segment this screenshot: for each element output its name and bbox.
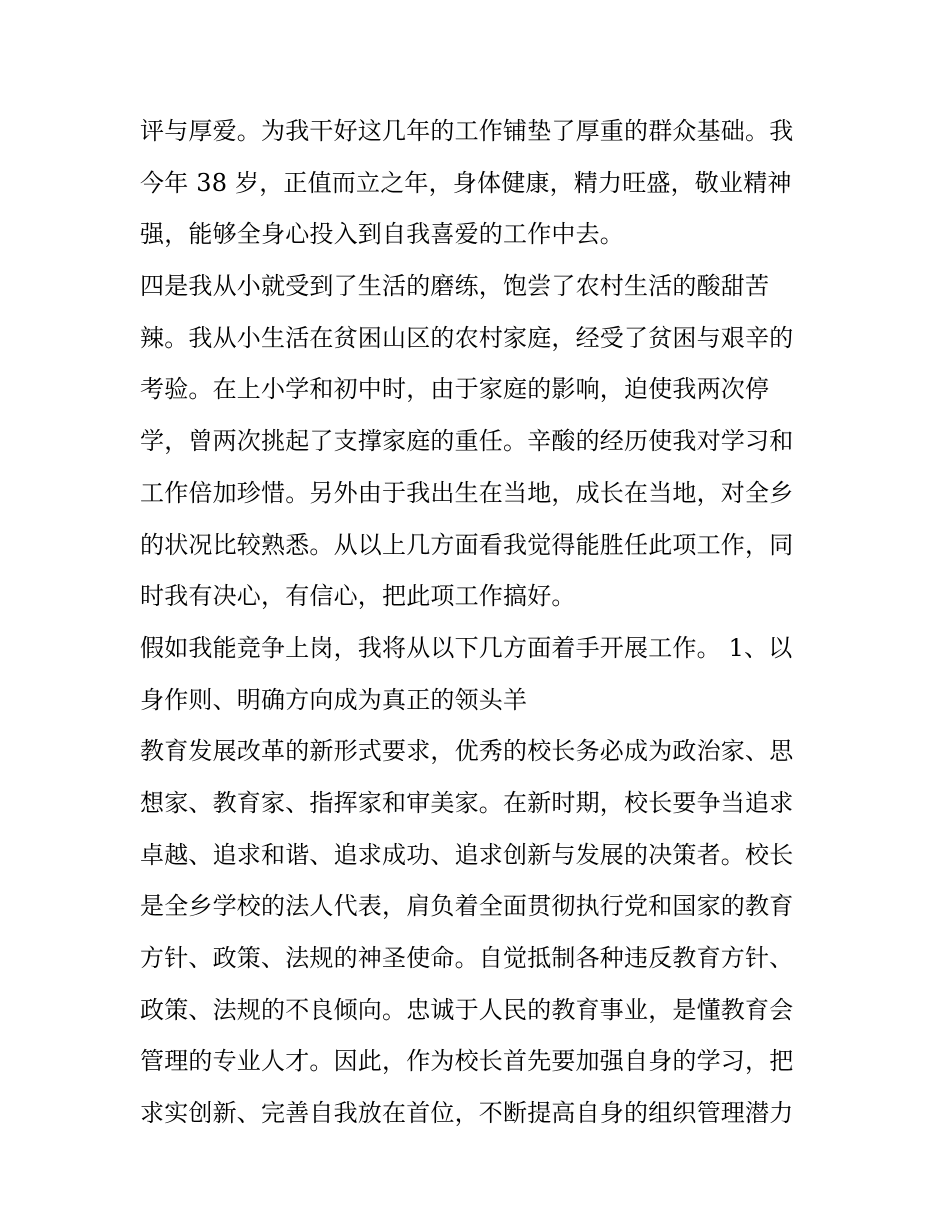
text-line: 政策、法规的不良倾向。忠诚于人民的教育事业，是懂教育会 bbox=[140, 995, 794, 1024]
text-line: 身作则、明确方向成为真正的领头羊 bbox=[140, 685, 528, 714]
body-text bbox=[140, 106, 820, 1140]
text-line: 管理的专业人才。因此，作为校长首先要加强自身的学习，把 bbox=[140, 1047, 794, 1076]
text-line: 强，能够全身心投入到自我喜爱的工作中去。 bbox=[140, 220, 624, 249]
text-line: 求实创新、完善自我放在首位，不断提高自身的组织管理潜力 bbox=[140, 1099, 794, 1128]
text-line: 想家、教育家、指挥家和审美家。在新时期，校长要争当追求 bbox=[140, 788, 794, 817]
text-line: 的状况比较熟悉。从以上几方面看我觉得能胜任此项工作，同 bbox=[140, 530, 794, 559]
text-line: 教育发展改革的新形式要求，优秀的校长务必成为政治家、思 bbox=[140, 737, 794, 766]
text-line: 是全乡学校的法人代表，肩负着全面贯彻执行党和国家的教育 bbox=[140, 892, 794, 921]
text-line: 评与厚爱。为我干好这几年的工作铺垫了厚重的群众基础。我 bbox=[140, 117, 794, 145]
text-line: 辣。我从小生活在贫困山区的农村家庭，经受了贫困与艰辛的 bbox=[140, 323, 794, 352]
text-line: 时我有决心，有信心，把此项工作搞好。 bbox=[140, 582, 576, 611]
text-line: 方针、政策、法规的神圣使命。自觉抵制各种违反教育方针、 bbox=[140, 944, 794, 972]
text-line: 今年 38 岁，正值而立之年，身体健康，精力旺盛，敬业精神 bbox=[140, 168, 792, 197]
text-line: 卓越、追求和谐、追求成功、追求创新与发展的决策者。校长 bbox=[140, 840, 794, 869]
text-line: 四是我从小就受到了生活的磨练，饱尝了农村生活的酸甜苦 bbox=[140, 272, 770, 301]
text-line: 考验。在上小学和初中时，由于家庭的影响，迫使我两次停 bbox=[140, 375, 770, 404]
text-line: 假如我能竞争上岗，我将从以下几方面着手开展工作。 1、以 bbox=[140, 633, 793, 662]
text-line: 学，曾两次挑起了支撑家庭的重任。辛酸的经历使我对学习和 bbox=[140, 427, 794, 456]
text-line: 工作倍加珍惜。另外由于我出生在当地，成长在当地，对全乡 bbox=[140, 478, 794, 507]
